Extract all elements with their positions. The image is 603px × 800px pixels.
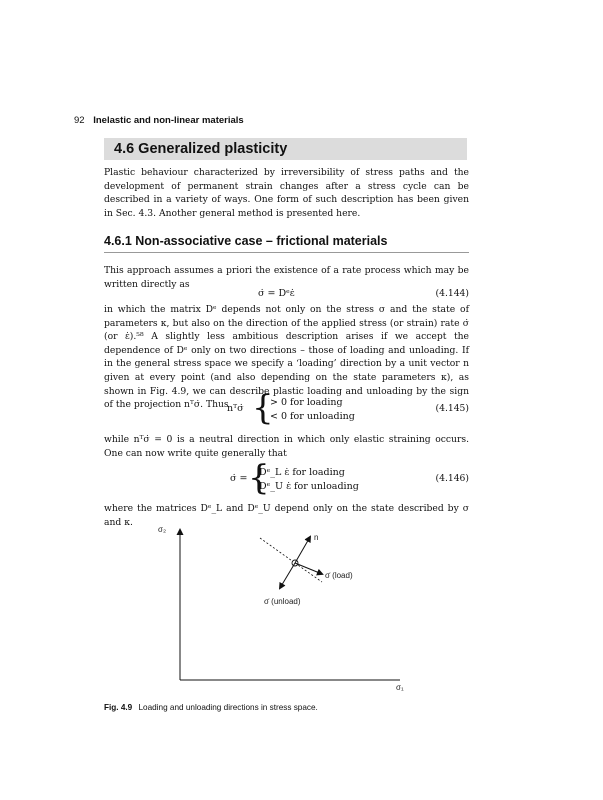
case-loading: > 0 for loading xyxy=(270,397,343,408)
paragraph-neutral: while nᵀσ̇ = 0 is a neutral direction in which only elastic straining occurs. One can now write quite generally that xyxy=(104,434,469,459)
equation-4-146-cases xyxy=(259,466,359,494)
subsection-title: 4.6.1 Non-associative case – frictional materials xyxy=(104,234,388,248)
brace-4-145: { xyxy=(252,388,274,428)
subsection-rule xyxy=(104,252,469,253)
case-unloading: Dᵉ_U ε̇ for unloading xyxy=(259,481,359,492)
equation-number-4-144: (4.144) xyxy=(435,288,469,299)
normal-label: n xyxy=(314,533,319,542)
x-axis-label: σ₁ xyxy=(396,683,404,692)
equation-4-144: σ̇ = Dᵉε̇ xyxy=(258,288,295,299)
equation-number-4-146: (4.146) xyxy=(435,473,469,484)
normal-vector-n xyxy=(295,537,310,563)
figure-caption-label: Fig. 4.9 xyxy=(104,703,133,712)
figure-caption xyxy=(104,703,318,712)
unload-label: σ̇ (unload) xyxy=(264,597,301,606)
case-unloading: < 0 for unloading xyxy=(270,411,355,422)
case-loading: Dᵉ_L ε̇ for loading xyxy=(259,467,345,478)
running-title: Inelastic and non-linear materials xyxy=(93,115,244,126)
equation-number-4-145: (4.145) xyxy=(435,403,469,414)
unload-direction-arrow xyxy=(280,563,295,588)
equation-4-145-lhs: nᵀσ̇ xyxy=(227,403,244,414)
y-axis-label: σ₂ xyxy=(158,525,167,534)
page-number: 92 xyxy=(74,115,85,126)
equation-4-146-lhs: σ̇ = xyxy=(230,473,248,484)
paragraph-loading-direction: in which the matrix Dᵉ depends not only on the stress σ and the state of parameters κ, but also on the direction of the applied stress (or strain) rate σ̇ (or ε̇).⁵⁸ A slightly less ambitious description arises if we accept the dependence of Dᵉ only on two directions – those of loading and unloading. If in the general stress space we specify a ‘loading’ direction by a unit vector n given at every point (and also depending on the state parameters κ), as shown in Fig. 4.9, we can describe plastic loading and unloading by the sign of the projection nᵀσ̇. Thus xyxy=(104,304,469,411)
figure-stress-space xyxy=(150,520,410,695)
paragraph-intro: Plastic behaviour characterized by irreversibility of stress paths and the development of permanent strain changes after a stress cycle can be described in a variety of ways. One form of such description has been given in Sec. 4.3. Another general method is presented here. xyxy=(104,167,469,219)
load-label: σ̇ (load) xyxy=(325,571,353,580)
paragraph-matrices: where the matrices Dᵉ_L and Dᵉ_U depend only on the state described by σ and κ. xyxy=(104,503,469,528)
equation-4-145-cases xyxy=(270,396,355,424)
paragraph-rate-process: This approach assumes a priori the existence of a rate process which may be written directly as xyxy=(104,265,469,290)
brace-4-146: { xyxy=(248,458,270,498)
dashed-line-upper xyxy=(260,538,295,563)
running-header xyxy=(74,115,244,126)
section-title: 4.6 Generalized plasticity xyxy=(114,141,288,157)
figure-caption-text: Loading and unloading directions in stress space. xyxy=(138,703,318,712)
